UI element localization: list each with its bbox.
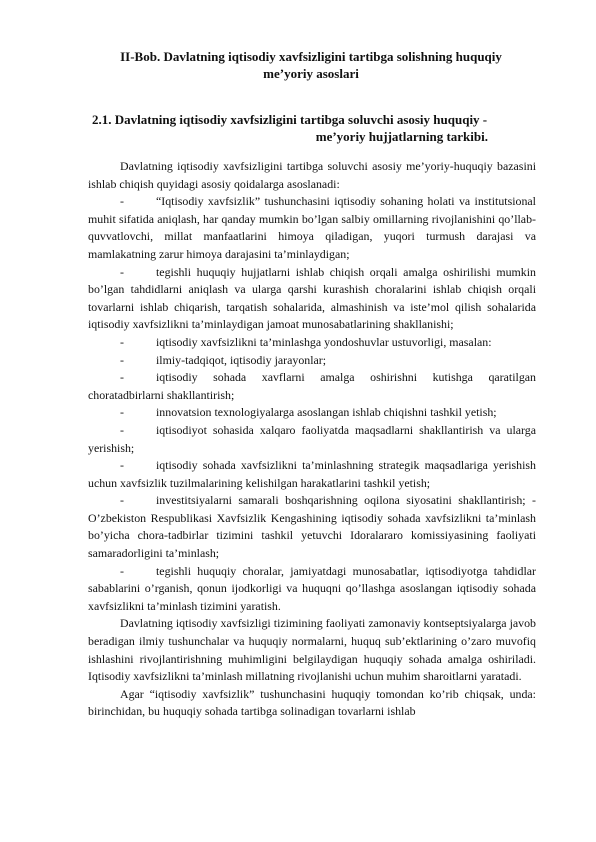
list-item-text: iqtisodiy sohada xavfsizlikni ta’minlashning strategik maqsadlariga yerishish uchun xavfsizlik tuzilmalarining kelishilgan harakatlarini tashkil yetish; — [88, 458, 536, 490]
list-item-text: iqtisodiyot sohasida xalqaro faoliyatda maqsadlarni shakllantirish va ularga yerishish; — [88, 422, 536, 455]
paragraph-text: Davlatning iqtisodiy xavfsizligi tizimining faoliyati zamonaviy kontseptsiyalarga javob beradigan ilmiy tushunchalar va huquqiy normalarni, huquq sub’ektlarining o’zaro muvofiq ishlashini rivojlantirishning muhimligini belgilaydigan huquqiy sohada amalga oshiriladi. Iqtisodiy xavfsizlikni ta’minlash millatning rivojlanishi uchun muhim sharoitlarni yaratadi. — [88, 616, 536, 684]
list-item-text: innovatsion texnologiyalarga asoslangan ishlab chiqishni tashkil yetish; — [156, 405, 497, 420]
dash-marker: - — [120, 370, 124, 385]
list-item — [88, 457, 536, 492]
list-item-text: ilmiy-tadqiqot, iqtisodiy jarayonlar; — [156, 352, 327, 367]
section-title — [88, 111, 518, 145]
list-item-text: tegishli huquqiy choralar, jamiyatdagi munosabatlar, iqtisodiyotga tahdidlar sabablarini o’rganish, qonun ijodkorligi va huquqni qo’llashga asoslangan iqtisodiy sohada xavfsizlikni ta’minlash tizimini yaratish. — [88, 563, 536, 613]
list-item — [88, 492, 536, 562]
list-item — [88, 369, 536, 404]
chapter-title-line-2: me’yoriy asoslari — [263, 66, 359, 81]
list-item — [88, 193, 536, 263]
paragraph-text: Agar “iqtisodiy xavfsizlik” tushunchasini huquqiy tomondan ko’rib chiqsak, unda: birinchidan, bu huquqiy sohada tartibga solinadigan tovarlarni ishlab — [88, 686, 536, 719]
section-title-line-2: me’yoriy hujjatlarning tarkibi. — [315, 129, 488, 144]
list-item — [88, 334, 536, 352]
list-item-text: tegishli huquqiy hujjatlarni ishlab chiqish orqali amalga oshirilishi mumkin bo’lgan tahdidlarni aniqlash va ularga qarshi kurashish choralarini ishlab chiqish orqali tovarlarni ishlab chiqarish, tarqatish sohalarida, almashinish va iste’mol qilish sohalarida iqtisodiy xavfsizlikni ta’minlaydigan jamoat munosabatlarining shakllanishi; — [88, 264, 536, 332]
list-item-text: iqtisodiy sohada xavflarni amalga oshirishni kutishga qaratilgan choratadbirlarni shakllantirish; — [88, 370, 536, 402]
section-title-line-1: 2.1. Davlatning iqtisodiy xavfsizligini tartibga soluvchi asosiy huquqiy - — [92, 112, 488, 127]
dash-marker: - — [120, 334, 124, 349]
dash-marker: - — [120, 493, 124, 508]
list-item — [88, 404, 536, 422]
list-item — [88, 563, 536, 616]
list-item — [88, 352, 536, 370]
paragraph — [88, 158, 536, 193]
chapter-title-line-1: II-Bob. Davlatning iqtisodiy xavfsizligini tartibga solishning huquqiy — [120, 49, 502, 64]
list-item-text: “Iqtisodiy xavfsizlik” tushunchasini iqtisodiy sohaning holati va institutsional muhit sifatida aniqlash, har qanday mumkin bo’lgan salbiy omillarning rivojlanishini qo’llab-quvvatlovchi, millat manfaatlarini himoya qiladigan, yuqori turmush darajasi va mamlakatning zarur himoya darajasini ta’minlaydigan; — [88, 194, 536, 261]
paragraph — [88, 615, 536, 685]
dash-marker: - — [120, 458, 124, 473]
paragraph — [88, 686, 536, 721]
dash-marker: - — [120, 352, 124, 367]
dash-marker: - — [120, 422, 124, 437]
chapter-title — [96, 48, 526, 82]
dash-marker: - — [120, 264, 124, 279]
list-item — [88, 422, 536, 457]
list-item-text: iqtisodiy xavfsizlikni ta’minlashga yondoshuvlar ustuvorligi, masalan: — [156, 334, 492, 349]
body-text — [88, 158, 536, 721]
list-item — [88, 264, 536, 334]
paragraph-text: Davlatning iqtisodiy xavfsizligini tartibga soluvchi asosiy me’yoriy-huquqiy bazasini ishlab chiqish quyidagi asosiy qoidalarga asoslanadi: — [88, 159, 536, 191]
dash-marker: - — [120, 563, 124, 578]
dash-marker: - — [120, 405, 124, 420]
dash-marker: - — [120, 194, 124, 209]
list-item-text: investitsiyalarni samarali boshqarishning oqilona siyosatini shakllantirish; - O’zbekiston Respublikasi Xavfsizlik Kengashining iqtisodiy sohada xavfsizlikni ta’minlash bo’yicha chora-tadbirlar tizimini tashkil yetuvchi Idoralararo komissiyasining faoliyati samaradorligini ta’minlash; — [88, 493, 536, 561]
